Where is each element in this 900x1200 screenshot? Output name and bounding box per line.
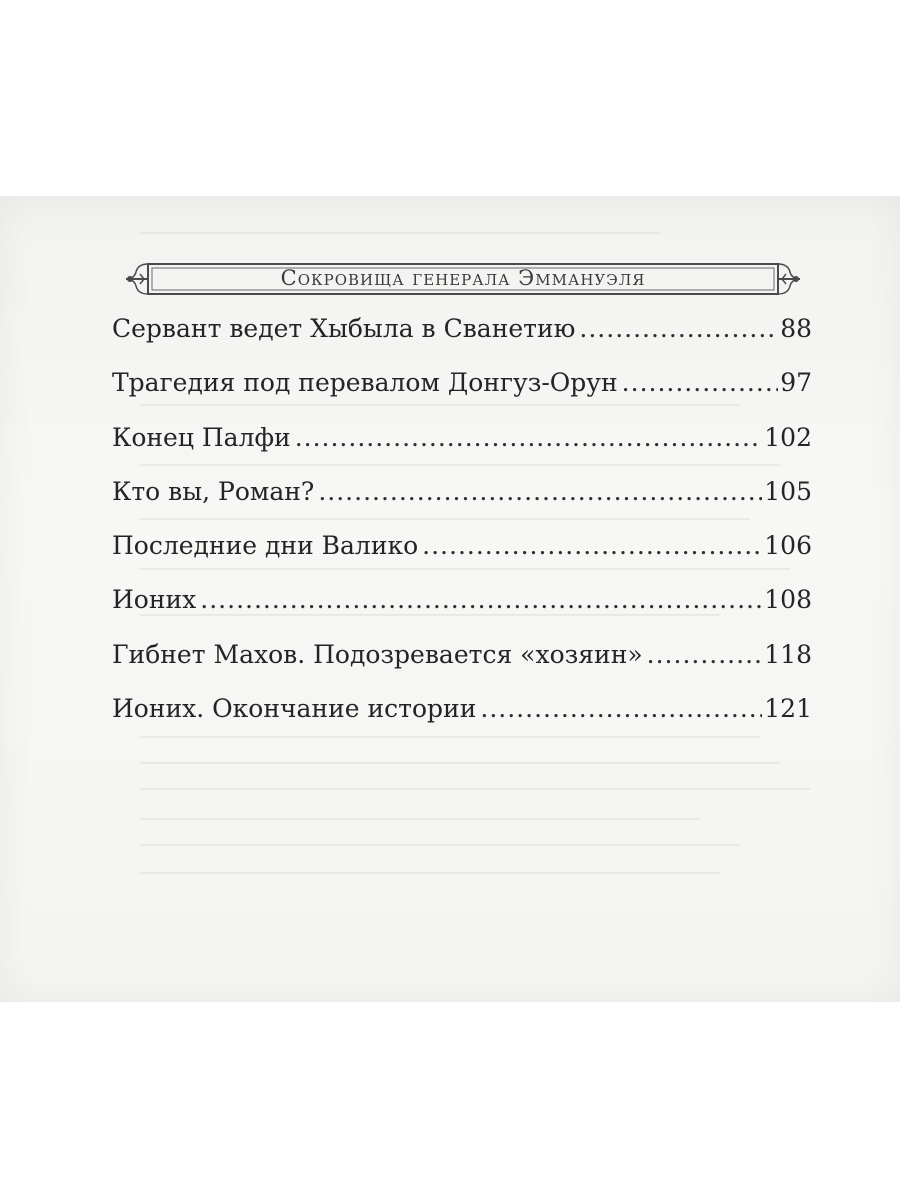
toc-entry	[112, 477, 812, 531]
toc-entry-page: 97	[780, 368, 812, 398]
toc-leader-dots	[200, 585, 762, 614]
toc-entry-page: 105	[764, 476, 812, 506]
toc-entry-title: Сервант ведет Хыбыла в Сванетию	[112, 314, 576, 343]
toc-entry	[112, 531, 812, 585]
toc-entry-title: Ионих. Окончание истории	[112, 694, 477, 724]
toc-entry-title: Трагедия под перевалом Донгуз-Орун	[112, 368, 618, 398]
toc-entry-page: 106	[764, 531, 812, 561]
bleed-through-line	[140, 872, 720, 874]
toc-leader-dots	[647, 640, 763, 669]
toc-entry-page: 108	[764, 585, 812, 615]
toc-entry-title: Ионих	[112, 585, 197, 615]
toc-entry-title: Конец Палфи	[112, 422, 291, 452]
toc-entry	[112, 640, 812, 694]
bleed-through-line	[140, 232, 660, 234]
toc-entry-page: 88	[780, 314, 812, 343]
bleed-through-line	[140, 788, 810, 790]
book-page	[0, 196, 900, 1002]
toc-entry	[112, 423, 812, 477]
toc-leader-dots	[318, 477, 762, 506]
toc-leader-dots	[579, 314, 778, 343]
table-of-contents	[112, 314, 812, 748]
running-header-title: Сокровища генерала Эммануэля	[280, 266, 646, 290]
bleed-through-line	[140, 844, 740, 846]
toc-entry	[112, 585, 812, 639]
toc-leader-dots	[480, 694, 762, 723]
toc-entry	[112, 314, 812, 368]
running-header-banner	[118, 254, 808, 304]
bleed-through-line	[140, 762, 780, 764]
toc-leader-dots	[295, 423, 763, 452]
toc-entry-title: Гибнет Махов. Подозревается «хозяин»	[112, 639, 643, 669]
toc-entry-title: Последние дни Валико	[112, 531, 419, 561]
bleed-through-line	[140, 818, 700, 820]
toc-entry	[112, 368, 812, 422]
toc-leader-dots	[622, 368, 779, 397]
toc-leader-dots	[422, 531, 762, 560]
toc-entry-page: 121	[764, 694, 812, 724]
toc-entry-page: 102	[764, 422, 812, 452]
toc-entry-title: Кто вы, Роман?	[112, 476, 315, 506]
toc-entry	[112, 694, 812, 748]
toc-entry-page: 118	[764, 639, 812, 669]
